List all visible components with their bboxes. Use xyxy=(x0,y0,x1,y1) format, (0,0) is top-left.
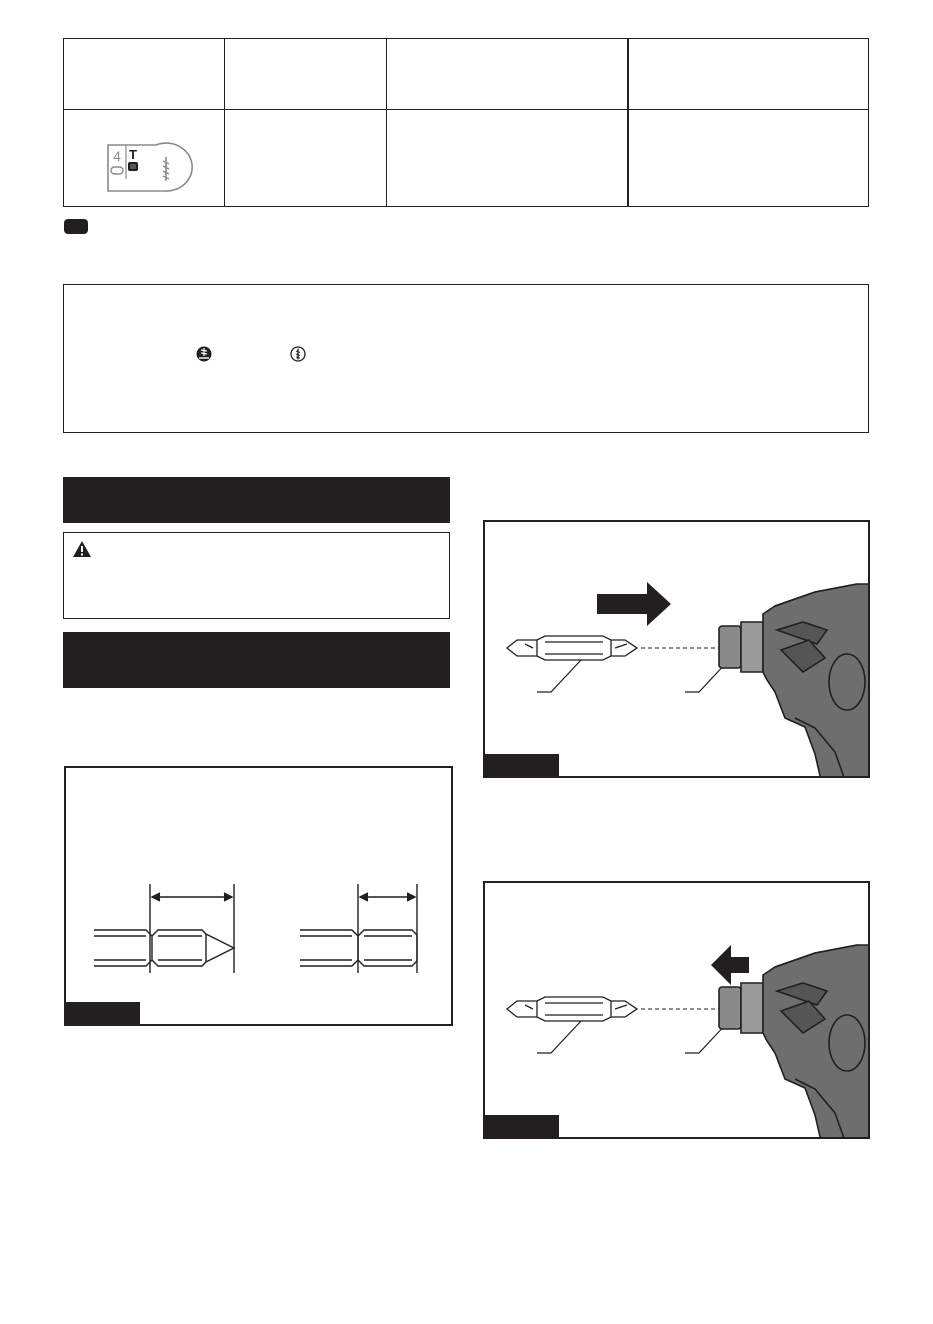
figure-label xyxy=(485,1115,559,1137)
note-badge xyxy=(64,219,88,234)
figure-label xyxy=(66,1002,140,1024)
arrow-right-icon xyxy=(597,582,671,626)
svg-text:4: 4 xyxy=(113,148,121,164)
warning-box xyxy=(63,532,450,619)
warning-triangle-icon xyxy=(72,540,92,558)
figure-bit-dimensions xyxy=(64,766,453,1026)
figure-insert-bit xyxy=(483,520,870,778)
screw-mode-icon xyxy=(196,346,212,362)
drill-mode-icon xyxy=(163,157,169,181)
arrow-left-icon xyxy=(711,945,749,985)
section-heading xyxy=(63,477,450,523)
bit-dimension-drawing xyxy=(66,768,453,1026)
svg-text:T: T xyxy=(129,147,137,162)
table-divider xyxy=(224,39,225,206)
remove-bit-drawing xyxy=(485,883,870,1139)
table-divider xyxy=(627,39,629,206)
drill-mode-icon xyxy=(290,346,306,362)
section-heading xyxy=(63,632,450,688)
mode-table xyxy=(63,38,869,207)
table-divider xyxy=(64,109,868,110)
insert-bit-drawing xyxy=(485,522,870,778)
table-divider xyxy=(386,39,387,206)
figure-label xyxy=(485,754,559,776)
figure-remove-bit xyxy=(483,881,870,1139)
impact-mode-panel-icon xyxy=(104,139,204,193)
info-box xyxy=(63,284,869,433)
